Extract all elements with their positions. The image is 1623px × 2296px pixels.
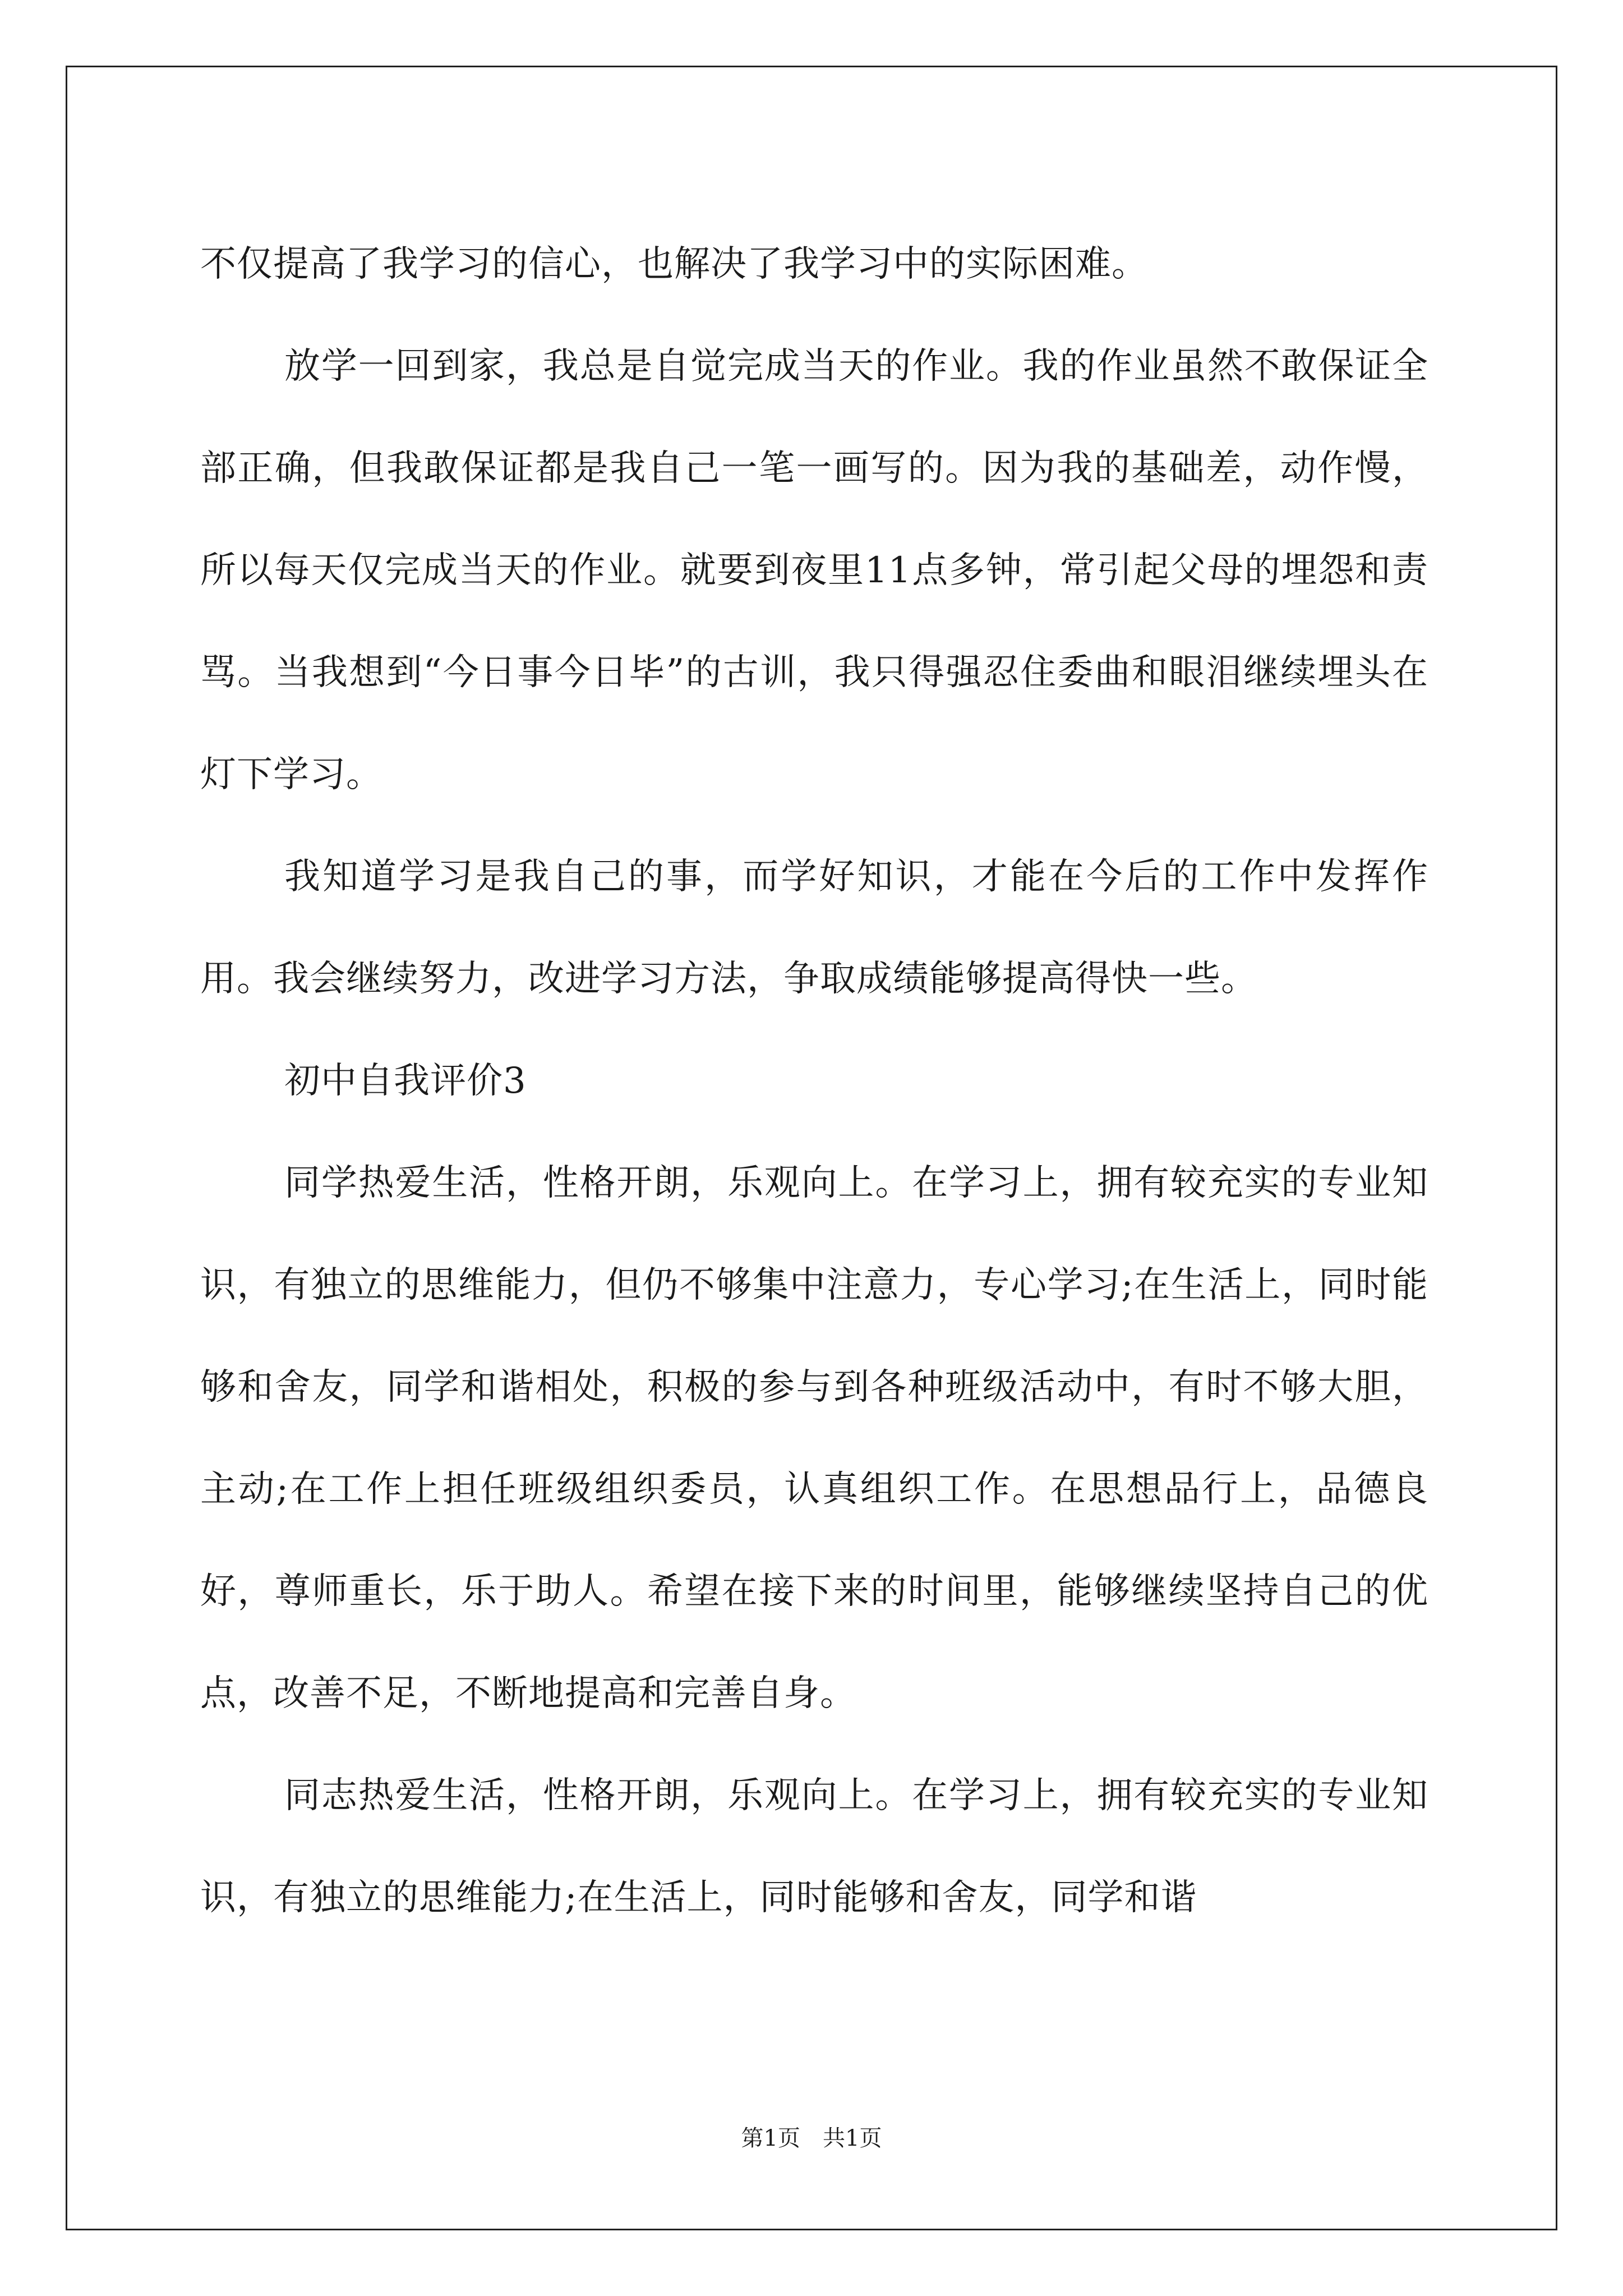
document-body: [200, 213, 1428, 1949]
page-footer: 第1页 共1页: [741, 2125, 882, 2151]
paragraph-5: 同志热爱生活，性格开朗，乐观向上。在学习上，拥有较充实的专业知识，有独立的思维能力;在生活上，同时能够和舍友，同学和谐: [200, 1775, 1428, 1918]
paragraph-1: 不仅提高了我学习的信心，也解决了我学习中的实际困难。: [200, 243, 1148, 285]
paragraph-3: 我知道学习是我自己的事，而学好知识，才能在今后的工作中发挥作用。我会继续努力，改进学习方法，争取成绩能够提高得快一些。: [200, 856, 1428, 1000]
section-heading: 初中自我评价3: [284, 1060, 527, 1102]
paragraph-4: 同学热爱生活，性格开朗，乐观向上。在学习上，拥有较充实的专业知识，有独立的思维能力，但仍不够集中注意力，专心学习;在生活上，同时能够和舍友，同学和谐相处，积极的参与到各种班级活动中，有时不够大胆，主动;在工作上担任班级组织委员，认真组织工作。在思想品行上，品德良好，尊师重长，乐于助人。希望在接下来的时间里，能够继续坚持自己的优点，改善不足，不断地提高和完善自身。: [200, 1162, 1428, 1714]
paragraph-2: 放学一回到家，我总是自觉完成当天的作业。我的作业虽然不敢保证全部正确，但我敢保证都是我自己一笔一画写的。因为我的基础差，动作慢，所以每天仅完成当天的作业。就要到夜里11点多钟，常引起父母的埋怨和责骂。当我想到“今日事今日毕”的古训，我只得强忍住委曲和眼泪继续埋头在灯下学习。: [200, 346, 1428, 795]
